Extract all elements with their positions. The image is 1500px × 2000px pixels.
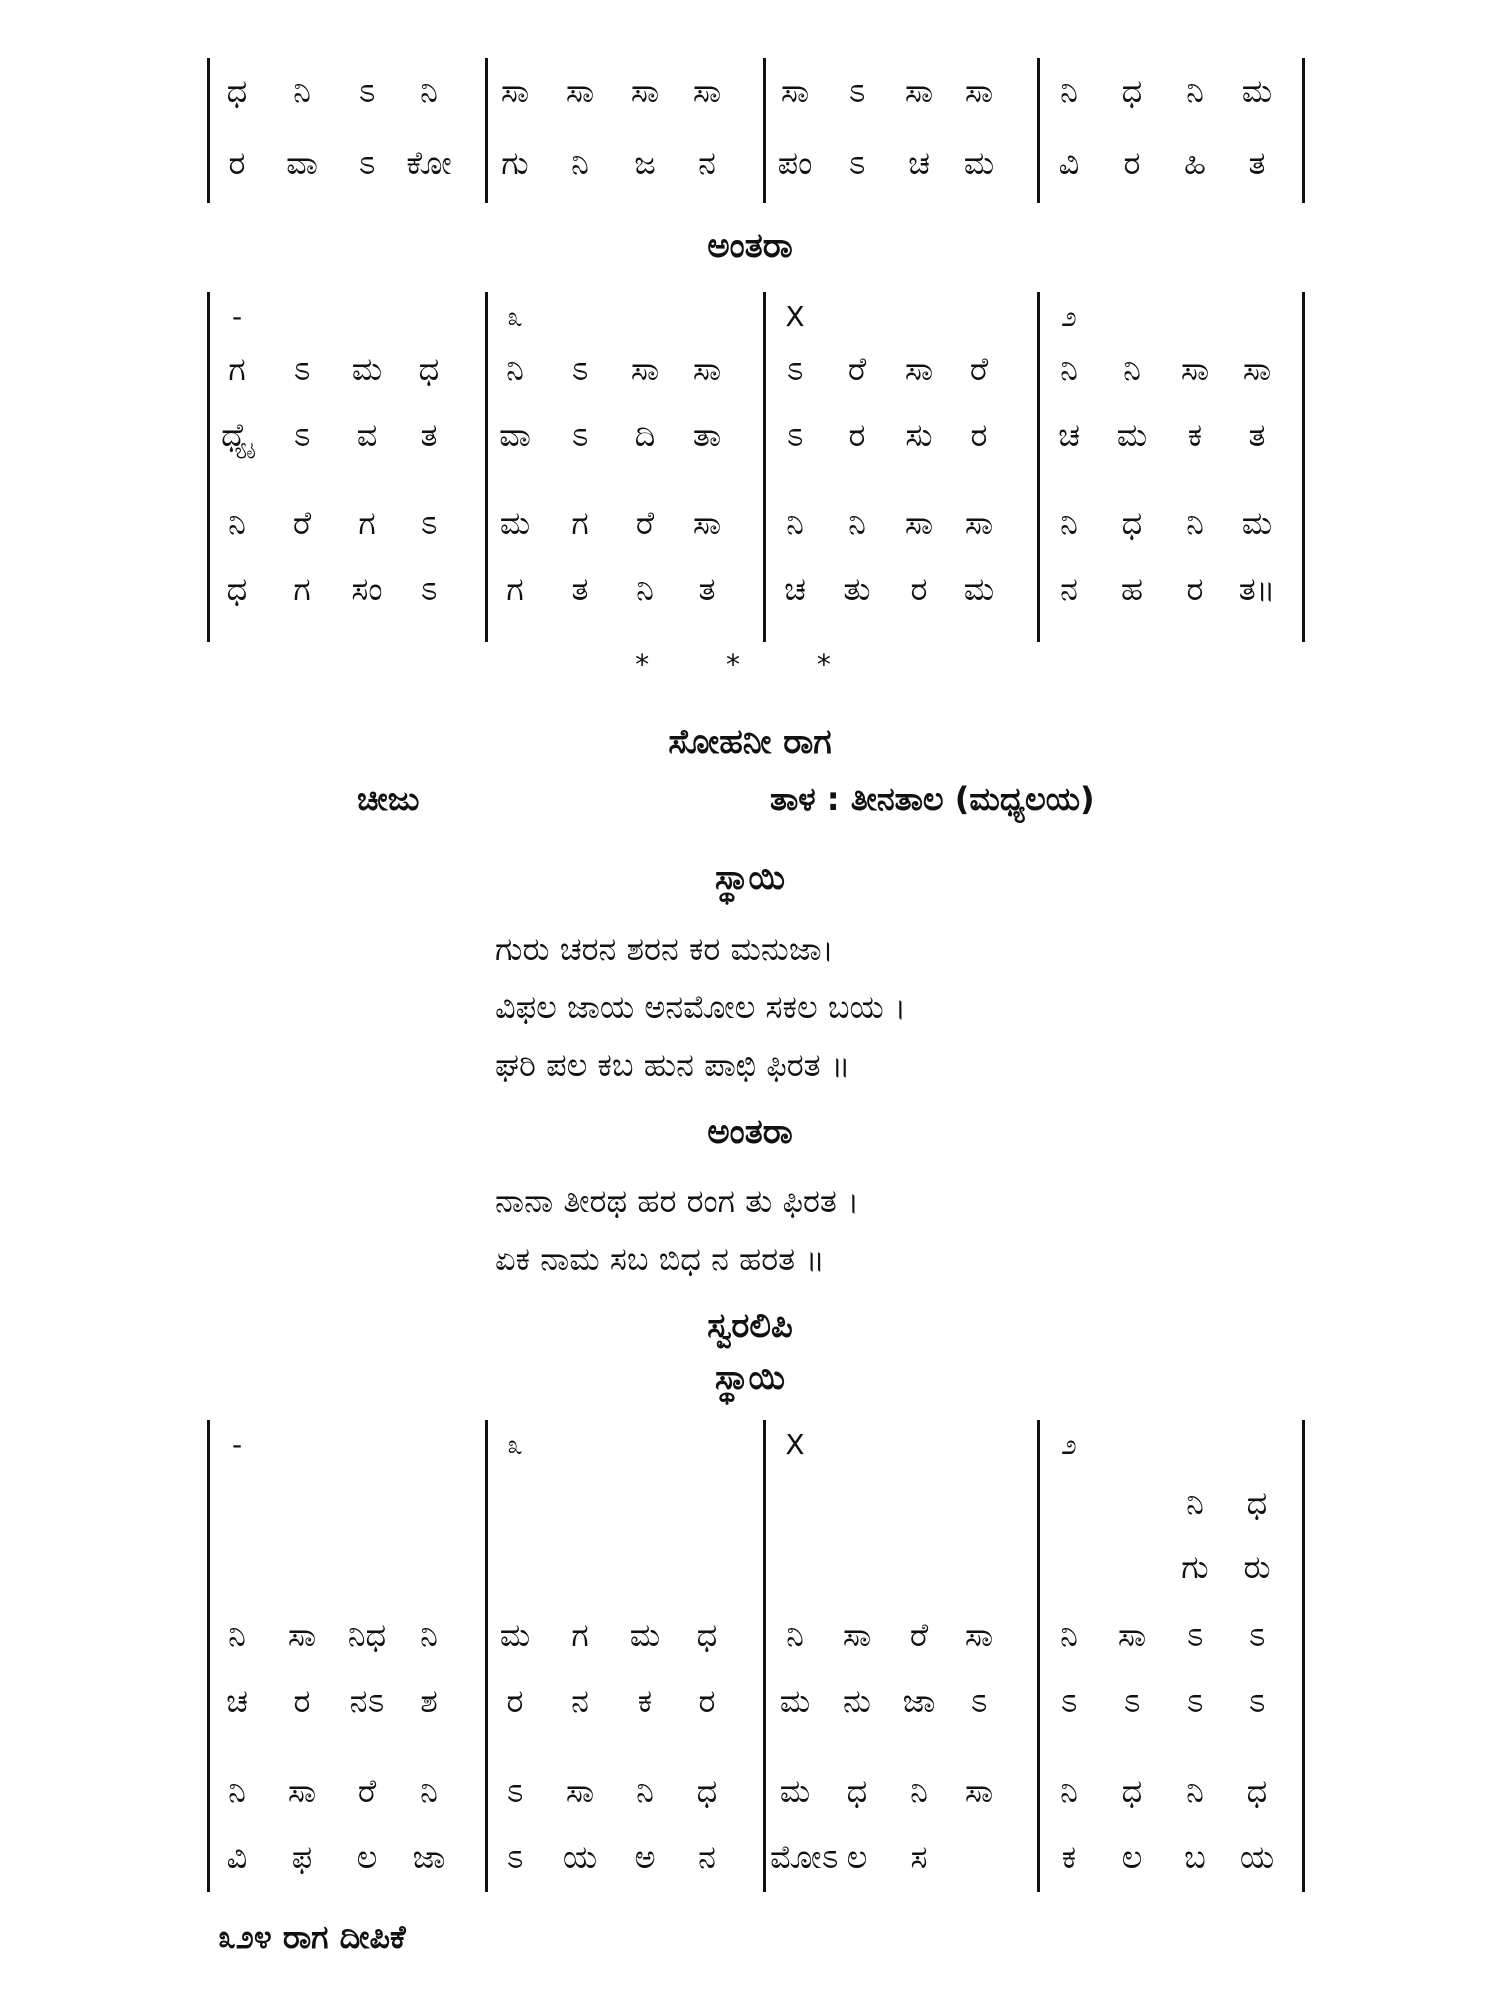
note-cell: ಸಾ	[964, 504, 994, 542]
note-cell: ನಽ	[349, 1682, 385, 1720]
note-cell: ಮ	[779, 1772, 811, 1810]
note-cell: ಸಾ	[692, 350, 722, 388]
note-cell: ನಿ	[1060, 1772, 1078, 1810]
note-cell: ದಿ	[634, 416, 656, 454]
note-cell: ಜಾ	[412, 1838, 446, 1876]
note-cell: ಽ	[420, 570, 438, 608]
note-cell: ತ	[420, 416, 438, 454]
pickup-row	[207, 1542, 1305, 1592]
note-cell: ಪಂ	[777, 144, 813, 182]
note-cell: ಽ	[358, 72, 376, 110]
note-cell: ನಿ	[1186, 1484, 1204, 1522]
note-cell: ಽ	[506, 1838, 524, 1876]
note-cell: ನಿ	[1060, 350, 1078, 388]
note-cell: ನಿ	[636, 570, 654, 608]
lyric-row	[207, 1676, 1305, 1726]
note-cell: ರ	[910, 570, 928, 608]
note-cell: ಮ	[963, 144, 995, 182]
note-cell: ನಿ	[848, 504, 866, 542]
note-cell: ಲ	[356, 1838, 378, 1876]
note-cell: ಸಾ	[904, 350, 934, 388]
note-cell: ಧ	[1246, 1772, 1268, 1810]
note-cell: ರೆ	[969, 350, 989, 388]
note-cell: ಚ	[908, 144, 930, 182]
note-cell: ಸಾ	[964, 1616, 994, 1654]
note-cell: ನ	[1060, 570, 1078, 608]
note-cell: ರ	[1186, 570, 1204, 608]
note-cell: ಗ	[228, 350, 246, 388]
note-cell: ಽ	[1060, 1682, 1078, 1720]
note-cell: ಕೋ	[406, 144, 452, 182]
note-cell: ಸಂ	[351, 570, 383, 608]
sthayi-line-1: ಗುರು ಚರನ ಶರನ ಕರ ಮನುಜಾ।	[495, 930, 834, 968]
note-cell: ಮ	[629, 1616, 661, 1654]
note-cell: ಧ	[1121, 72, 1143, 110]
tala-marker: ೨	[1061, 1428, 1077, 1461]
note-cell: ಮ	[779, 1682, 811, 1720]
note-cell: ನಿ	[506, 350, 524, 388]
note-cell: ರ	[848, 416, 866, 454]
note-cell: ಧ	[226, 570, 248, 608]
note-cell: ಹ	[1120, 570, 1144, 608]
tala-marker: ೩	[507, 1428, 523, 1461]
note-cell: ನಿ	[228, 504, 246, 542]
swara-row	[207, 66, 1305, 116]
note-cell: ಸಾ	[964, 72, 994, 110]
antara-heading: ಅಂತರಾ	[707, 226, 793, 266]
note-cell: ತ	[1248, 416, 1266, 454]
pickup-row	[207, 1478, 1305, 1528]
note-cell: ಽ	[420, 504, 438, 542]
notation-table-antara	[207, 292, 1305, 642]
note-cell: ಸಾ	[692, 72, 722, 110]
note-cell: ಽ	[1248, 1616, 1266, 1654]
note-cell: ಽ	[970, 1682, 988, 1720]
note-cell: ಧ	[846, 1772, 868, 1810]
note-cell: ಚ	[226, 1682, 248, 1720]
note-cell: ರು	[1243, 1548, 1271, 1586]
tala-marker: X	[785, 300, 805, 333]
note-cell: ನ	[571, 1682, 589, 1720]
note-cell: ಮ	[499, 1616, 531, 1654]
note-cell: ಗು	[1181, 1548, 1209, 1586]
note-cell: ಯ	[1239, 1838, 1275, 1876]
swara-row	[207, 1766, 1305, 1816]
note-cell: ಗ	[293, 570, 311, 608]
note-cell: ನಿ	[228, 1772, 246, 1810]
note-cell: ನಿ	[1060, 1616, 1078, 1654]
note-cell: ಸಾ	[1180, 350, 1210, 388]
note-cell: ಮ	[1241, 72, 1273, 110]
note-cell: ಕ	[1061, 1838, 1077, 1876]
antara-line-1: ನಾನಾ ತೀರಥ ಹರ ರಂಗ ತು ಫಿರತ ।	[495, 1182, 860, 1220]
note-cell: ಽ	[1248, 1682, 1266, 1720]
note-cell: ಽ	[1186, 1682, 1204, 1720]
note-cell: ರ	[1123, 144, 1141, 182]
tala-marker-row	[207, 292, 1305, 342]
note-cell: ತ	[1248, 144, 1266, 182]
notation-table-continuation	[207, 58, 1305, 203]
note-cell: ಗ	[506, 570, 524, 608]
note-cell: ಮ	[963, 570, 995, 608]
swara-row	[207, 344, 1305, 394]
note-cell: ಸಾ	[630, 72, 660, 110]
tala-marker: -	[231, 1428, 243, 1461]
note-cell: ಽ	[293, 416, 311, 454]
note-cell: ತಾ	[692, 416, 722, 454]
lyric-row	[207, 410, 1305, 460]
note-cell: ನು	[843, 1682, 871, 1720]
sthayi-line-3: ಘರಿ ಪಲ ಕಬ ಹುನ ಪಾಛಿ ಫಿರತ ॥	[495, 1046, 851, 1084]
note-cell: ಸು	[905, 416, 933, 454]
note-cell: ತ	[698, 570, 716, 608]
note-cell: ಧ	[226, 72, 248, 110]
note-cell: ಽ	[786, 416, 804, 454]
note-cell: ರ	[228, 144, 246, 182]
note-cell: ಽ	[358, 144, 376, 182]
note-cell: ಹಿ	[1184, 144, 1206, 182]
swara-row	[207, 498, 1305, 548]
note-cell: ಧ	[696, 1772, 718, 1810]
note-cell: ಲ	[1121, 1838, 1143, 1876]
sthayi-heading: ಸ್ಥಾಯಿ	[714, 858, 785, 898]
note-cell: ರೆ	[909, 1616, 929, 1654]
note-cell: ನಿ	[1186, 1772, 1204, 1810]
note-cell: ಕ	[637, 1682, 653, 1720]
note-cell: ಧ	[1246, 1484, 1268, 1522]
note-cell: ನ	[698, 1838, 716, 1876]
note-cell: ಸಾ	[565, 1772, 595, 1810]
swara-row	[207, 1610, 1305, 1660]
note-cell: ರ	[698, 1682, 716, 1720]
lyric-row	[207, 564, 1305, 614]
note-cell: ಮ	[351, 350, 383, 388]
note-cell: ಽ	[571, 350, 589, 388]
tala-marker: X	[785, 1428, 805, 1461]
note-cell: ಸಾ	[780, 72, 810, 110]
note-cell: ಽ	[1123, 1682, 1141, 1720]
note-cell: ನಿ	[1060, 504, 1078, 542]
note-cell: ಽ	[786, 350, 804, 388]
tala-marker: ೨	[1061, 300, 1077, 333]
note-cell: ನಿ	[786, 504, 804, 542]
tala-label: ತಾಳ : ತೀನತಾಲ (ಮಧ್ಯಲಯ)	[770, 780, 1095, 818]
note-cell: ವ	[356, 416, 378, 454]
note-cell: ಸಾ	[630, 350, 660, 388]
note-cell: ನಿ	[420, 1772, 438, 1810]
lyric-row	[207, 138, 1305, 188]
note-cell: ಸಾ	[287, 1616, 317, 1654]
antara-line-2: ಏಕ ನಾಮ ಸಬ ಬಿಧ ನ ಹರತ ॥	[495, 1240, 825, 1278]
note-cell: ಽ	[848, 72, 866, 110]
note-cell: ನಿಧ	[347, 1616, 387, 1654]
note-cell: ರ	[970, 416, 988, 454]
note-cell: ನಿ	[1123, 350, 1141, 388]
note-cell: ಧ	[696, 1616, 718, 1654]
note-cell: ಮೋಽ	[770, 1838, 839, 1876]
note-cell: ಗ	[571, 504, 589, 542]
note-cell: ಸಾ	[964, 1772, 994, 1810]
note-cell: ಬ	[1184, 1838, 1206, 1876]
note-cell: ಕ	[1187, 416, 1203, 454]
note-cell: ಸಾ	[287, 1772, 317, 1810]
note-cell: ಸಾ	[1117, 1616, 1147, 1654]
note-cell: ನಿ	[228, 1616, 246, 1654]
note-cell: ಚ	[1058, 416, 1080, 454]
note-cell: ನಿ	[910, 1772, 928, 1810]
note-cell: ರ	[506, 1682, 524, 1720]
tala-marker: -	[231, 300, 243, 333]
note-cell: ಸಾ	[904, 72, 934, 110]
note-cell: ಗ	[358, 504, 376, 542]
note-cell: ಧ	[418, 350, 440, 388]
note-cell: ಧ	[1121, 504, 1143, 542]
note-cell: ನಿ	[786, 1616, 804, 1654]
note-cell: ರ	[293, 1682, 311, 1720]
note-cell: ಶ	[420, 1682, 438, 1720]
note-cell: ಸಾ	[565, 72, 595, 110]
note-cell: ಮ	[499, 504, 531, 542]
tala-marker: ೩	[507, 300, 523, 333]
note-cell: ಽ	[1186, 1616, 1204, 1654]
note-cell: ರೆ	[847, 350, 867, 388]
note-cell: ಗು	[501, 144, 529, 182]
cheeju-label: ಚೀಜು	[357, 780, 420, 818]
note-cell: ಸಾ	[904, 504, 934, 542]
note-cell: ರೆ	[292, 504, 312, 542]
note-cell: ನಿ	[420, 1616, 438, 1654]
note-cell: ಜ	[634, 144, 656, 182]
note-cell: ರೆ	[357, 1772, 377, 1810]
note-cell: ಸ	[910, 1838, 928, 1876]
note-cell: ಜಾ	[902, 1682, 936, 1720]
note-cell: ನಿ	[1186, 504, 1204, 542]
tala-marker-row	[207, 1420, 1305, 1470]
note-cell: ಽ	[571, 416, 589, 454]
note-cell: ವಿ	[226, 1838, 248, 1876]
note-cell: ನಿ	[636, 1772, 654, 1810]
note-cell: ನಿ	[293, 72, 311, 110]
note-cell: ಽ	[848, 144, 866, 182]
note-cell: ನಿ	[1060, 72, 1078, 110]
note-cell: ರೆ	[635, 504, 655, 542]
note-cell: ನಿ	[1186, 72, 1204, 110]
note-cell: ಽ	[506, 1772, 524, 1810]
note-cell: ತ॥	[1238, 570, 1276, 608]
notation-table-sthayi	[207, 1420, 1305, 1892]
note-cell: ಯ	[562, 1838, 598, 1876]
note-cell: ಫ	[291, 1838, 313, 1876]
raga-title: ಸೋಹನೀ ರಾಗ	[668, 722, 832, 762]
note-cell: ತು	[843, 570, 871, 608]
page-footer: ೩೨೪ ರಾಗ ದೀಪಿಕೆ	[218, 1918, 406, 1956]
note-cell: ಅ	[634, 1838, 656, 1876]
antara-heading-2: ಅಂತರಾ	[707, 1112, 793, 1152]
note-cell: ಸಾ	[1242, 350, 1272, 388]
note-cell: ನಿ	[420, 72, 438, 110]
note-cell: ಧ	[1121, 1772, 1143, 1810]
section-separator: * * *	[635, 648, 865, 681]
note-cell: ತ	[571, 570, 589, 608]
note-cell: ವಾ	[286, 144, 318, 182]
note-cell: ನಿ	[571, 144, 589, 182]
note-cell: ಮ	[1241, 504, 1273, 542]
note-cell: ಸಾ	[500, 72, 530, 110]
note-cell: ಸಾ	[842, 1616, 872, 1654]
note-cell: ಧ್ಯೈ	[221, 416, 253, 454]
note-cell: ನ	[698, 144, 716, 182]
sthayi-notation-heading: ಸ್ಥಾಯಿ	[714, 1358, 785, 1398]
swaralipi-heading: ಸ್ವರಲಿಪಿ	[707, 1306, 793, 1346]
note-cell: ವಾ	[499, 416, 531, 454]
note-cell: ವಿ	[1058, 144, 1080, 182]
lyric-row	[207, 1832, 1305, 1882]
note-cell: ಗ	[571, 1616, 589, 1654]
note-cell: ಽ	[293, 350, 311, 388]
sthayi-line-2: ವಿಫಲ ಜಾಯ ಅನಮೋಲ ಸಕಲ ಬಯ ।	[495, 988, 907, 1026]
note-cell: ಮ	[1116, 416, 1148, 454]
note-cell: ಚ	[784, 570, 806, 608]
note-cell: ಲ	[846, 1838, 868, 1876]
note-cell	[954, 1832, 1004, 1882]
note-cell: ಸಾ	[692, 504, 722, 542]
